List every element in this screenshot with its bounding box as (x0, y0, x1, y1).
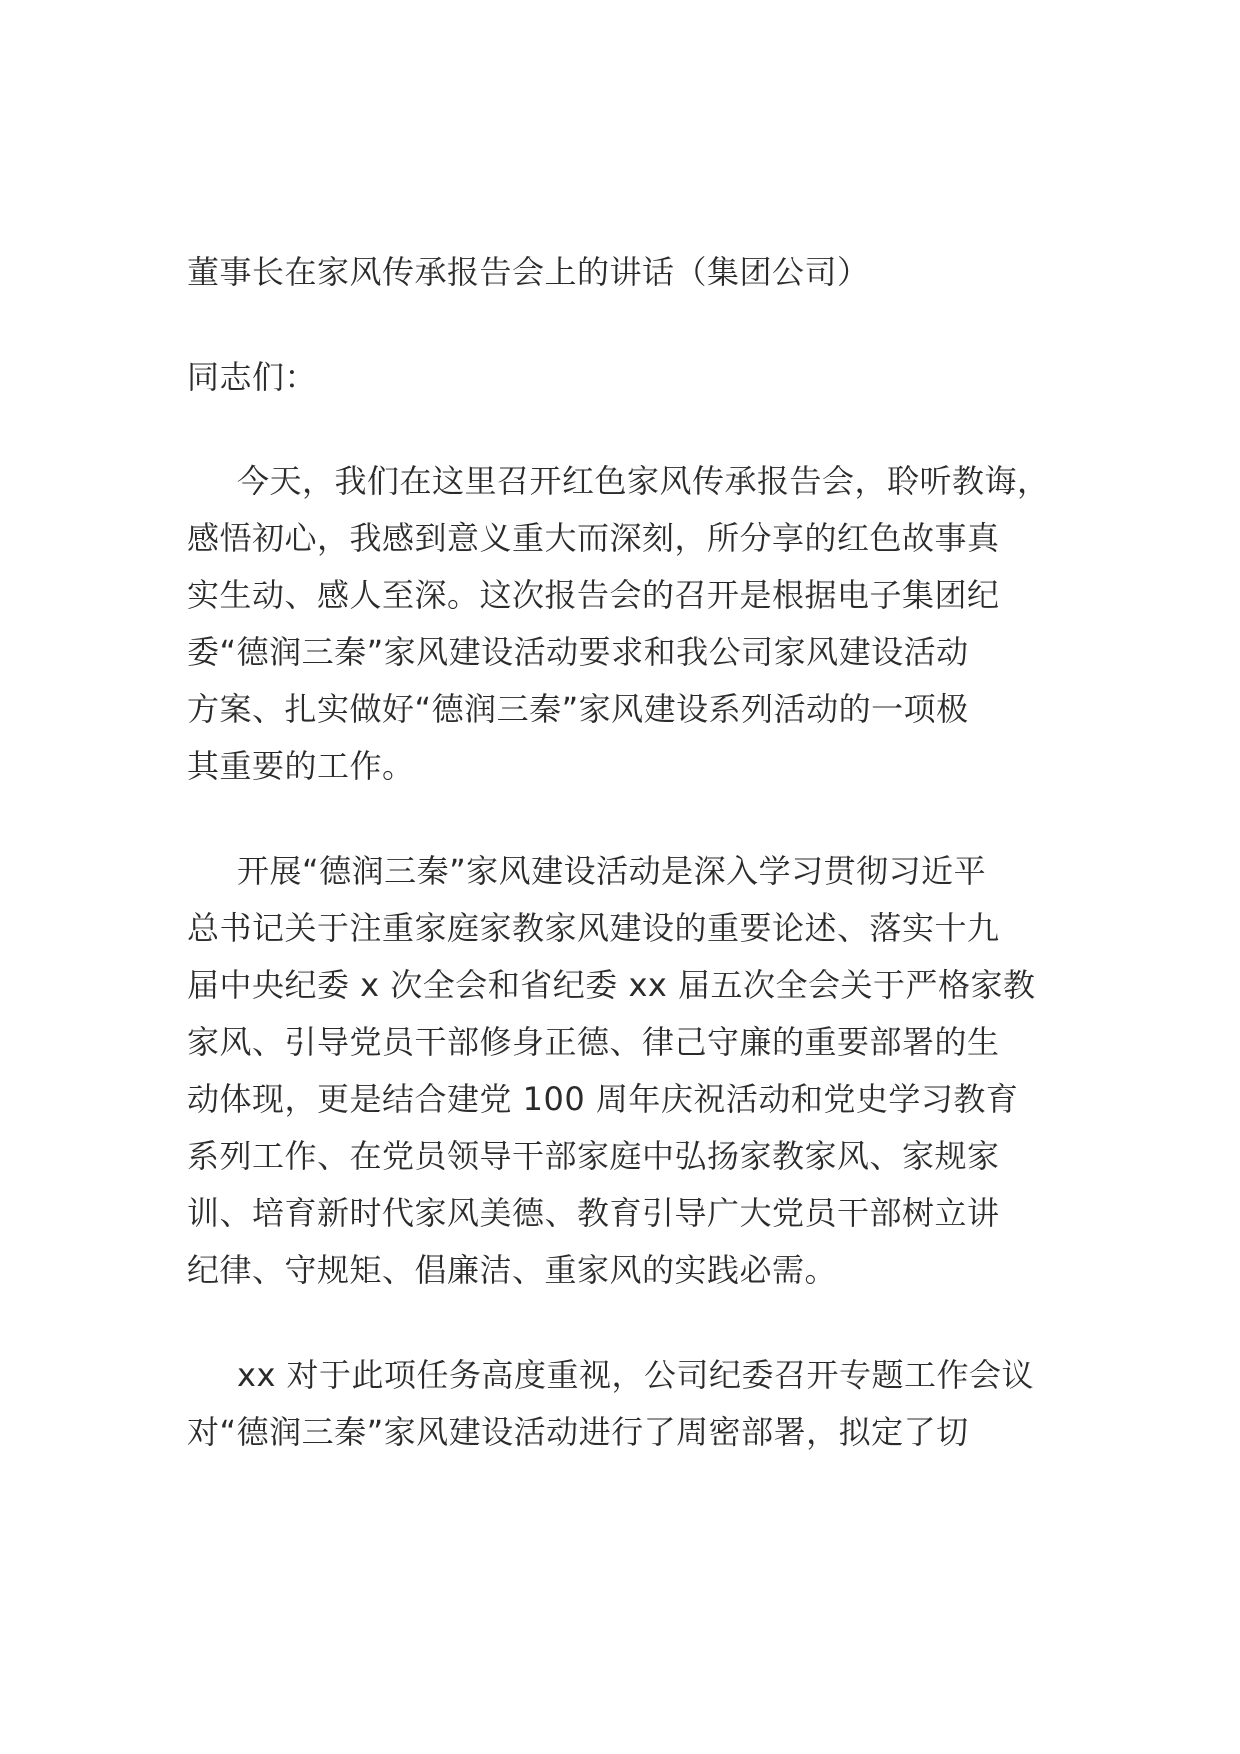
paragraph-line: 开展“德润三秦”家风建设活动是深入学习贯彻习近平 (237, 852, 987, 890)
paragraph-line: xx 对于此项任务高度重视，公司纪委召开专题工作会议 (237, 1356, 1035, 1394)
paragraph-line: 对“德润三秦”家风建设活动进行了周密部署，拟定了切 (187, 1413, 969, 1451)
paragraph-line: 纪律、守规矩、倡廉洁、重家风的实践必需。 (187, 1251, 838, 1289)
paragraph-line: 届中央纪委 x 次全会和省纪委 xx 届五次全会关于严格家教 (187, 966, 1036, 1004)
document-title: 董事长在家风传承报告会上的讲话（集团公司） (187, 253, 870, 291)
paragraph-line: 感悟初心，我感到意义重大而深刻，所分享的红色故事真 (187, 519, 1000, 557)
paragraph-line: 方案、扎实做好“德润三秦”家风建设系列活动的一项极 (187, 690, 969, 728)
paragraph-line: 总书记关于注重家庭家教家风建设的重要论述、落实十九 (187, 909, 1000, 947)
paragraph-line: 今天，我们在这里召开红色家风传承报告会，聆听教诲， (237, 462, 1050, 500)
paragraph-line: 动体现，更是结合建党 100 周年庆祝活动和党史学习教育 (187, 1080, 1019, 1118)
paragraph-line: 其重要的工作。 (187, 747, 415, 785)
paragraph-line: 训、培育新时代家风美德、教育引导广大党员干部树立讲 (187, 1194, 1000, 1232)
paragraph-line: 系列工作、在党员领导干部家庭中弘扬家教家风、家规家 (187, 1137, 1000, 1175)
paragraph-line: 委“德润三秦”家风建设活动要求和我公司家风建设活动 (187, 633, 969, 671)
salutation: 同志们： (187, 358, 318, 396)
paragraph-line: 实生动、感人至深。这次报告会的召开是根据电子集团纪 (187, 576, 1000, 614)
paragraph-line: 家风、引导党员干部修身正德、律己守廉的重要部署的生 (187, 1023, 1000, 1061)
